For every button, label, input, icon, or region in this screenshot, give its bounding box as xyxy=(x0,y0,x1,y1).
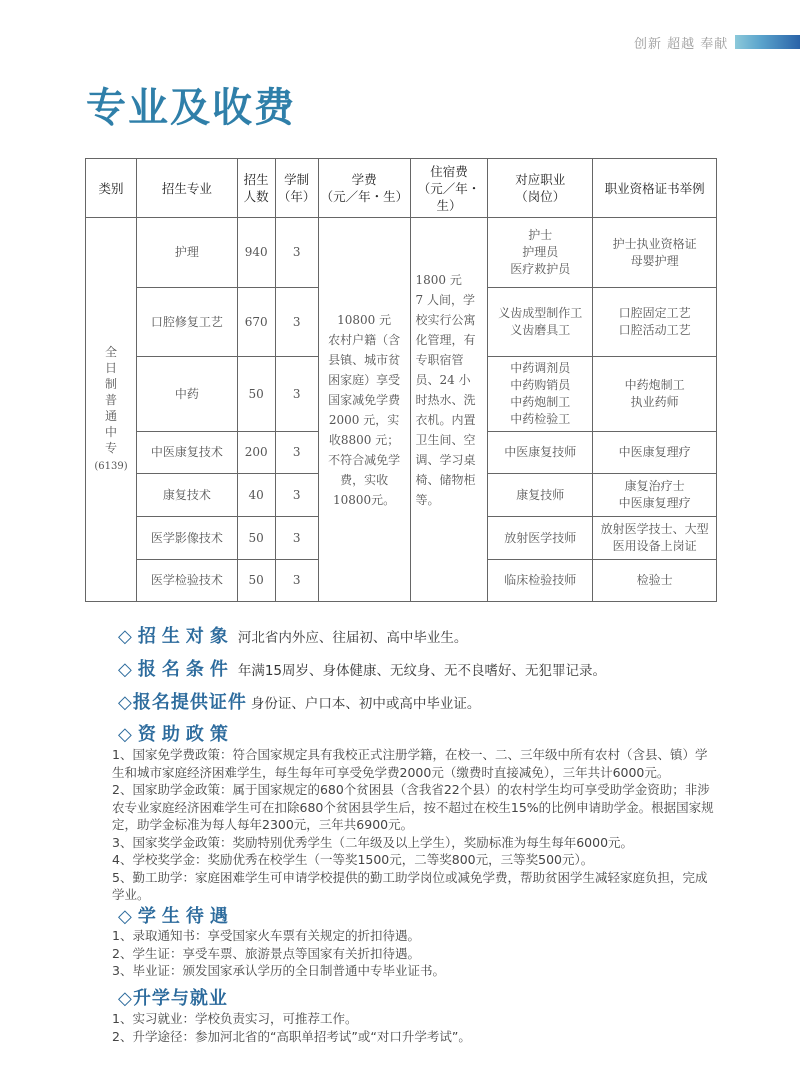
section-heading: ◇学生待遇 xyxy=(118,906,234,927)
section-conditions xyxy=(118,655,606,681)
major-cell: 中医康复技术 xyxy=(136,432,237,474)
decorative-gradient-bar xyxy=(735,35,800,49)
header-count: 招生 人数 xyxy=(237,159,275,218)
years-cell: 3 xyxy=(275,288,318,357)
section-documents xyxy=(118,688,480,714)
jobs-cell: 临床检验技师 xyxy=(488,560,593,602)
section-heading: ◇招生对象 xyxy=(118,626,234,647)
tuition-text: 10800 元 农村户籍（含县镇、城市贫困家庭）享受国家减免学费2000 元，实收8800 元；不符合减免学费，实收10800元。 xyxy=(328,312,401,507)
treatment-item: 1、录取通知书：享受国家火车票有关规定的折扣待遇。 xyxy=(112,928,420,943)
major-cell: 护理 xyxy=(136,218,237,288)
years-cell: 3 xyxy=(275,560,318,602)
treatment-item: 2、学生证：享受车票、旅游景点等国家有关折扣待遇。 xyxy=(112,945,420,961)
career-list xyxy=(112,1010,717,1045)
jobs-cell: 义齿成型制作工 义齿磨具工 xyxy=(488,288,593,357)
treatment-item: 3、毕业证：颁发国家承认学历的全日制普通中专毕业证书。 xyxy=(112,963,445,978)
years-cell: 3 xyxy=(275,218,318,288)
section-heading: ◇报名条件 xyxy=(118,659,234,680)
count-cell: 50 xyxy=(237,517,275,560)
count-cell: 40 xyxy=(237,474,275,517)
dorm-text: 1800 元 7 人间，学校实行公寓化管理，有专职宿管员、24 小时热水、洗衣机。内置卫生间、空调、学习桌椅、储物柜等。 xyxy=(415,272,476,507)
aid-list xyxy=(112,746,717,904)
section-career xyxy=(118,984,228,1010)
count-cell: 670 xyxy=(237,288,275,357)
certs-cell: 中药炮制工 执业药师 xyxy=(593,357,717,432)
certs-cell: 口腔固定工艺 口腔活动工艺 xyxy=(593,288,717,357)
table-row xyxy=(86,218,717,288)
section-heading: ◇报名提供证件 xyxy=(118,692,247,713)
header-jobs: 对应职业 （岗位） xyxy=(488,159,593,218)
section-target xyxy=(118,622,467,648)
count-cell: 50 xyxy=(237,357,275,432)
header-dorm: 住宿费 （元／年・生） xyxy=(410,159,488,218)
major-cell: 口腔修复工艺 xyxy=(136,288,237,357)
section-aid xyxy=(118,720,234,746)
section-text: 年满15周岁、身体健康、无纹身、无不良嗜好、无犯罪记录。 xyxy=(237,663,607,679)
header-category: 类别 xyxy=(86,159,137,218)
major-cell: 康复技术 xyxy=(136,474,237,517)
dorm-cell xyxy=(410,218,488,602)
category-code: (6139) xyxy=(94,461,128,472)
header-years: 学制 （年） xyxy=(275,159,318,218)
header-tuition: 学费 （元／年・生） xyxy=(318,159,410,218)
certs-cell: 康复治疗士 中医康复理疗 xyxy=(593,474,717,517)
career-item: 2、升学途径：参加河北省的“高职单招考试”或“对口升学考试”。 xyxy=(112,1028,471,1044)
major-cell: 医学影像技术 xyxy=(136,517,237,560)
page-title: 专业及收费 xyxy=(86,85,296,131)
jobs-cell: 护士 护理员 医疗救护员 xyxy=(488,218,593,288)
section-text: 河北省内外应、往届初、高中毕业生。 xyxy=(237,630,468,646)
major-cell: 医学检验技术 xyxy=(136,560,237,602)
years-cell: 3 xyxy=(275,432,318,474)
header-major: 招生专业 xyxy=(136,159,237,218)
count-cell: 940 xyxy=(237,218,275,288)
years-cell: 3 xyxy=(275,474,318,517)
jobs-cell: 放射医学技师 xyxy=(488,517,593,560)
jobs-cell: 中药调剂员 中药购销员 中药炮制工 中药检验工 xyxy=(488,357,593,432)
header-certs: 职业资格证书举例 xyxy=(593,159,717,218)
table-header-row xyxy=(86,159,717,218)
slogan: 创新 超越 奉献 xyxy=(634,37,729,52)
section-heading: ◇升学与就业 xyxy=(118,988,228,1009)
major-cell: 中药 xyxy=(136,357,237,432)
jobs-cell: 康复技师 xyxy=(488,474,593,517)
certs-cell: 检验士 xyxy=(593,560,717,602)
years-cell: 3 xyxy=(275,517,318,560)
certs-cell: 中医康复理疗 xyxy=(593,432,717,474)
category-cell xyxy=(86,218,137,602)
section-text: 身份证、户口本、初中或高中毕业证。 xyxy=(250,696,481,712)
majors-fees-table xyxy=(85,158,717,602)
certs-cell: 放射医学技士、大型医用设备上岗证 xyxy=(593,517,717,560)
certs-cell: 护士执业资格证 母婴护理 xyxy=(593,218,717,288)
section-treatment xyxy=(118,902,234,928)
count-cell: 200 xyxy=(237,432,275,474)
jobs-cell: 中医康复技师 xyxy=(488,432,593,474)
section-heading: ◇资助政策 xyxy=(118,724,234,745)
aid-item: 3、国家奖学金政策：奖励特别优秀学生（二年级及以上学生），奖励标准为每生每年6000元。 xyxy=(112,834,634,850)
aid-item: 5、勤工助学：家庭困难学生可申请学校提供的勤工助学岗位或减免学费，帮助贫困学生减轻家庭负担，完成学业。 xyxy=(112,869,708,902)
career-item: 1、实习就业：学校负责实习，可推荐工作。 xyxy=(112,1011,358,1026)
years-cell: 3 xyxy=(275,357,318,432)
aid-item: 1、国家免学费政策：符合国家规定具有我校正式注册学籍，在校一、二、三年级中所有农村（含县、镇）学生和城市家庭经济困难学生，每生每年可享受免学费2000元（缴费时直接减免），三年共计6000元。 xyxy=(112,747,708,780)
tuition-cell xyxy=(318,218,410,602)
treatment-list xyxy=(112,927,717,980)
count-cell: 50 xyxy=(237,560,275,602)
category-label: 全日制普通中专 xyxy=(104,345,117,455)
aid-item: 4、学校奖学金：奖励优秀在校学生（一等奖1500元，二等奖800元，三等奖500元）。 xyxy=(112,852,594,867)
aid-item: 2、国家助学金政策：属于国家规定的680个贫困县（含我省22个县）的农村学生均可享受助学金资助；非涉农专业家庭经济困难学生可在扣除680个贫困县学生后，按不超过在校生15%的比例申请助学金。根据国家规定，助学金标准为每人每年2300元，三年共6900元。 xyxy=(112,782,714,832)
